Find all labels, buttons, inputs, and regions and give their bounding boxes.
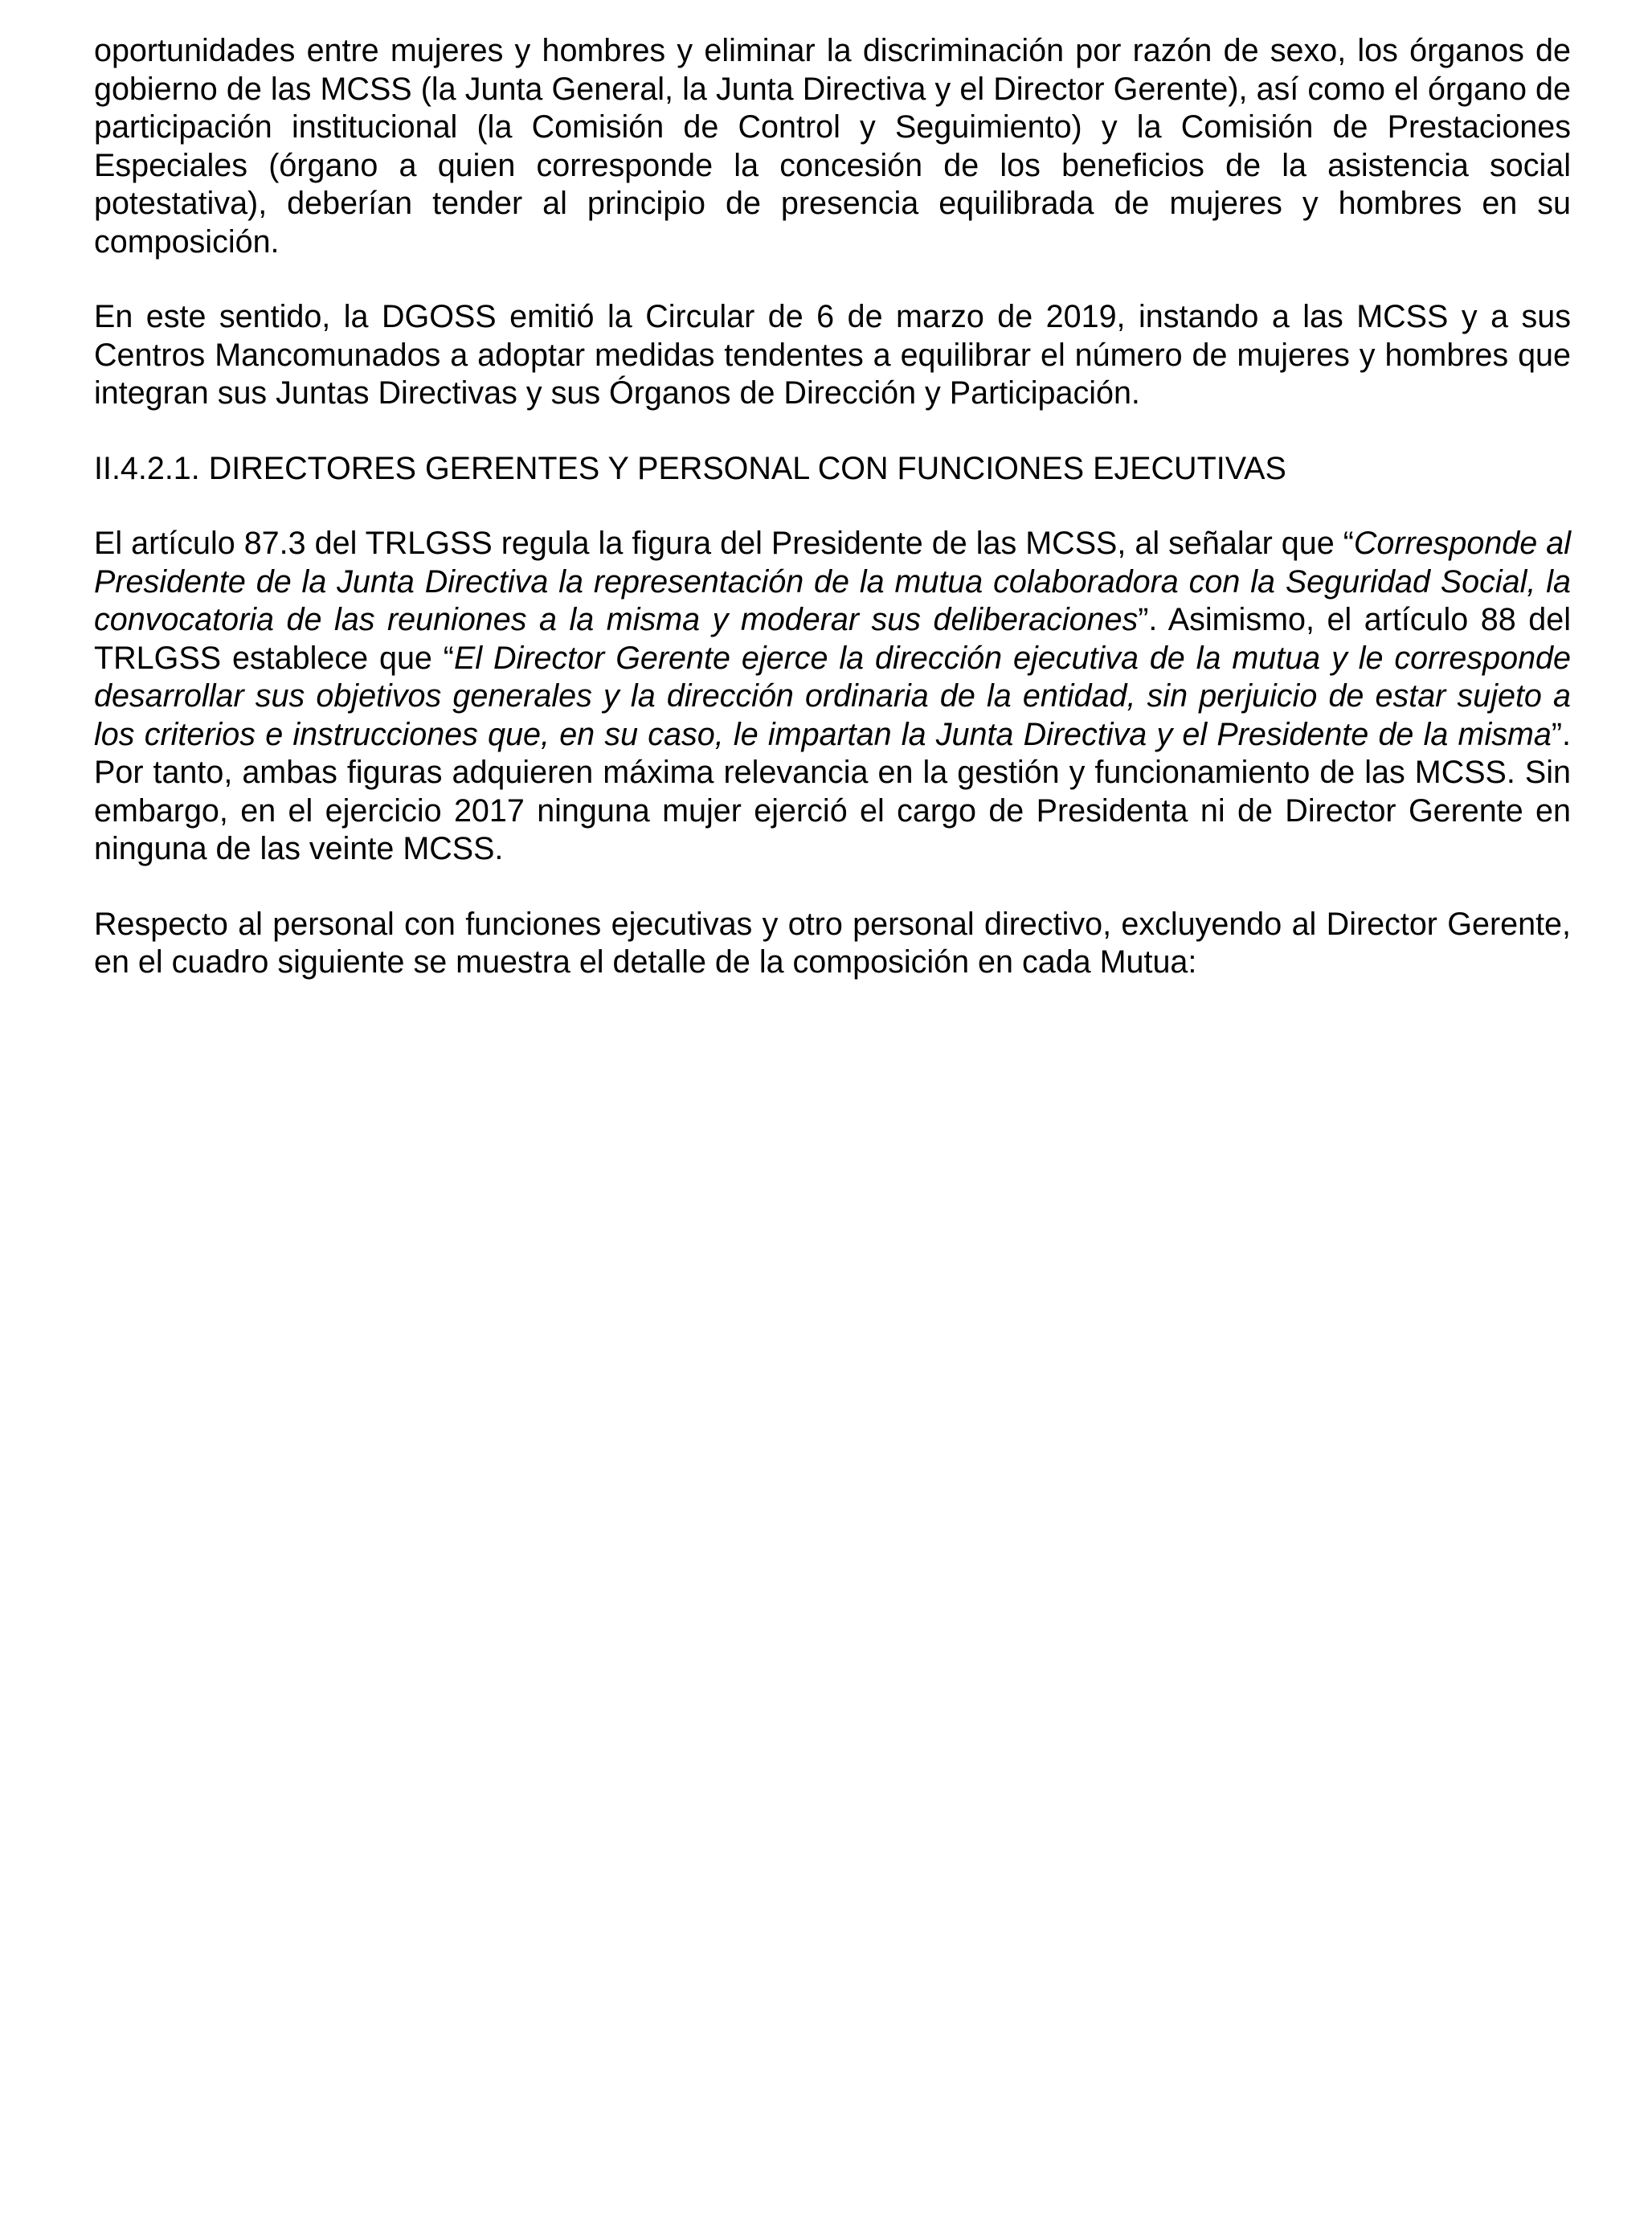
document-page (94, 32, 1571, 982)
paragraph-equal-opportunities: oportunidades entre mujeres y hombres y eliminar la discriminación por razón de sexo, los órganos de gobierno de las MCSS (la Junta General, la Junta Directiva y el Director Gerente), así como el órgano de participación institucional (la Comisión de Control y Seguimiento) y la Comisión de Prestaciones Especiales (órgano a quien corresponde la concesión de los beneficios de la asistencia social potestativa), deberían tender al principio de presencia equilibrada de mujeres y hombres en su composición. (94, 33, 1571, 260)
quote-article-87-3: Corresponde al Presidente de la Junta Directiva la representación de la mutua colaboradora con la Seguridad Social, la convocatoria de las reuniones a la misma y moderar sus deliberaciones (94, 526, 1571, 637)
paragraph-executive-staff: Respecto al personal con funciones ejecutivas y otro personal directivo, excluyendo al Director Gerente, en el cuadro siguiente se muestra el detalle de la composición en cada Mutua: (94, 906, 1571, 980)
section-heading: II.4.2.1. DIRECTORES GERENTES Y PERSONAL CON FUNCIONES EJECUTIVAS (94, 450, 1286, 486)
paragraph-dgoss-circular: En este sentido, la DGOSS emitió la Circular de 6 de marzo de 2019, instando a las MCSS y a sus Centros Mancomunados a adoptar medidas tendentes a equilibrar el número de mujeres y hombres que integran sus Juntas Directivas y sus Órganos de Dirección y Participación. (94, 299, 1571, 411)
paragraph-text-segment: ”. Por tanto, ambas figuras adquieren máxima relevancia en la gestión y funcionamiento de las MCSS. Sin embargo, en el ejercicio 2017 ninguna mujer ejerció el cargo de Presidenta ni de Director Gerente en ninguna de las veinte MCSS. (94, 716, 1571, 866)
paragraph-text-segment: ”. Asimismo, el artículo 88 del TRLGSS establece que “ (94, 602, 1571, 676)
quote-article-88: El Director Gerente ejerce la dirección ejecutiva de la mutua y le corresponde desarrollar sus objetivos generales y la dirección ordinaria de la entidad, sin perjuicio de estar sujeto a los criterios e instrucciones que, en su caso, le impartan la Junta Directiva y el Presidente de la misma (94, 640, 1571, 752)
paragraph-text-segment: El artículo 87.3 del TRLGSS regula la figura del Presidente de las MCSS, al señalar que “ (94, 526, 1354, 561)
paragraph-article-87 (94, 525, 1571, 869)
